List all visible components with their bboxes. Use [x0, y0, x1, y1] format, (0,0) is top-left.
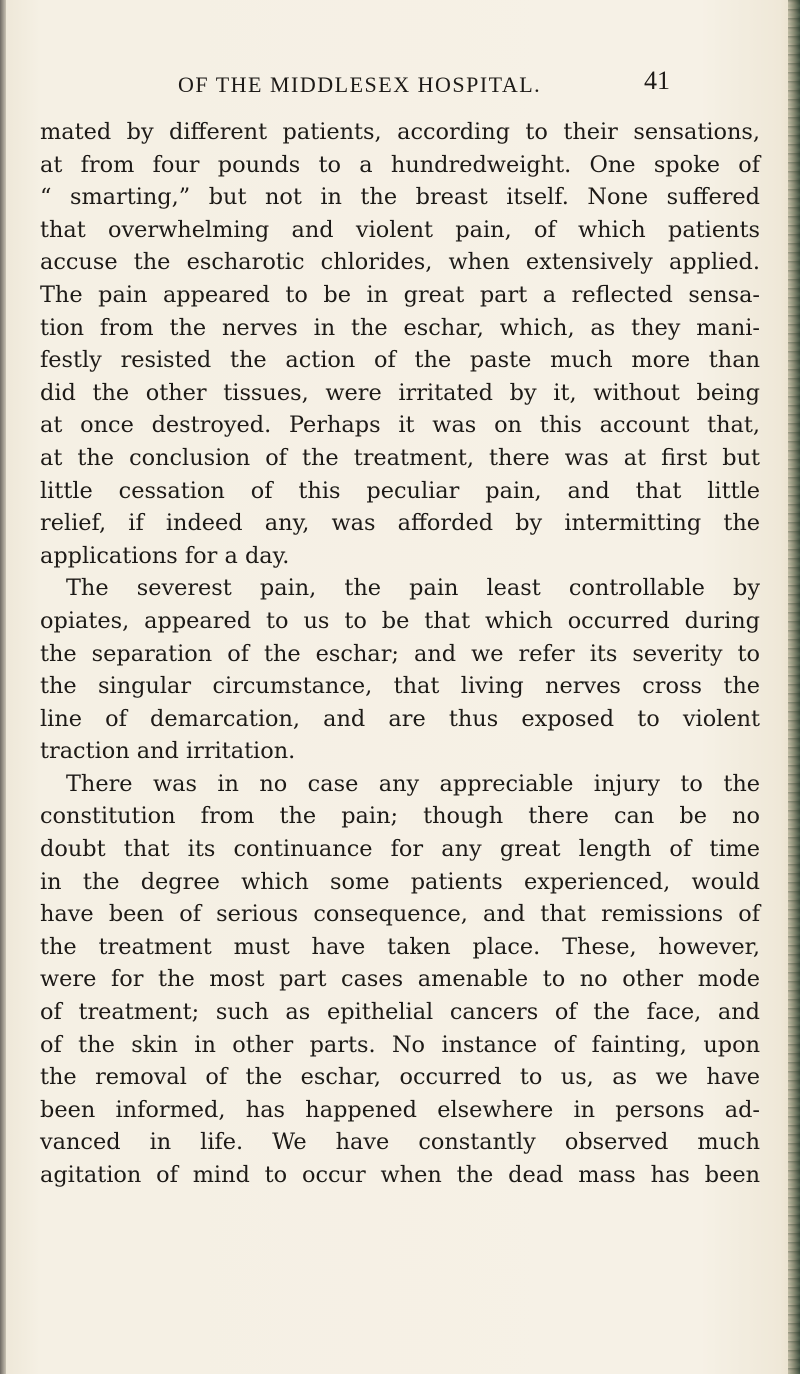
text-line: “ smarting,” but not in the breast itself. None suffered: [40, 184, 760, 211]
page-right-edge: [788, 0, 800, 1374]
text-line: The pain appeared to be in great part a reflected sensa-: [40, 281, 760, 308]
text-line: The severest pain, the pain least controllable by: [66, 575, 760, 602]
page-left-edge: [0, 0, 6, 1374]
text-line: have been of serious consequence, and that remissions of: [40, 901, 760, 928]
text-line: tion from the nerves in the eschar, which, as they mani-: [40, 314, 760, 341]
text-line: of treatment; such as epithelial cancers of the face, and: [40, 999, 760, 1026]
text-line: the separation of the eschar; and we refer its severity to: [40, 640, 760, 667]
text-line: constitution from the pain; though there can be no: [40, 803, 760, 830]
text-line: opiates, appeared to us to be that which occurred during: [40, 607, 760, 634]
text-line: line of demarcation, and are thus exposed to violent: [40, 705, 760, 732]
text-line: at once destroyed. Perhaps it was on this account that,: [40, 412, 760, 439]
text-line: doubt that its continuance for any great length of time: [40, 836, 760, 863]
text-line: of the skin in other parts. No instance of fainting, upon: [40, 1031, 760, 1058]
text-line: at from four pounds to a hundredweight. One spoke of: [40, 151, 760, 178]
page-number: 41: [644, 66, 670, 95]
text-line: little cessation of this peculiar pain, and that little: [40, 477, 760, 504]
text-line: agitation of mind to occur when the dead mass has been: [40, 1162, 760, 1188]
text-line: the singular circumstance, that living nerves cross the: [40, 673, 760, 700]
text-line: been informed, has happened elsewhere in persons ad-: [40, 1096, 760, 1123]
running-head: OF THE MIDDLESEX HOSPITAL.: [178, 72, 542, 97]
text-line: traction and irritation.: [40, 738, 296, 765]
text-line: that overwhelming and violent pain, of which patients: [40, 216, 760, 243]
text-line: vanced in life. We have constantly observed much: [40, 1129, 760, 1156]
text-line: mated by different patients, according to their sensations,: [40, 119, 760, 145]
text-line: relief, if indeed any, was afforded by intermitting the: [40, 510, 760, 537]
page-header: [0, 62, 800, 98]
text-line: the treatment must have taken place. These, however,: [40, 933, 760, 960]
text-line: the removal of the eschar, occurred to us, as we have: [40, 1064, 760, 1091]
text-line: accuse the escharotic chlorides, when extensively applied.: [40, 249, 760, 276]
text-line: There was in no case any appreciable injury to the: [66, 770, 760, 797]
text-line: at the conclusion of the treatment, there was at first but: [40, 444, 760, 471]
text-line: did the other tissues, were irritated by it, without being: [40, 379, 760, 406]
text-line: in the degree which some patients experienced, would: [40, 868, 760, 895]
text-line: festly resisted the action of the paste much more than: [40, 347, 760, 374]
body-text: [40, 116, 760, 1192]
text-line: applications for a day.: [40, 542, 290, 569]
text-line: were for the most part cases amenable to no other mode: [40, 966, 760, 993]
